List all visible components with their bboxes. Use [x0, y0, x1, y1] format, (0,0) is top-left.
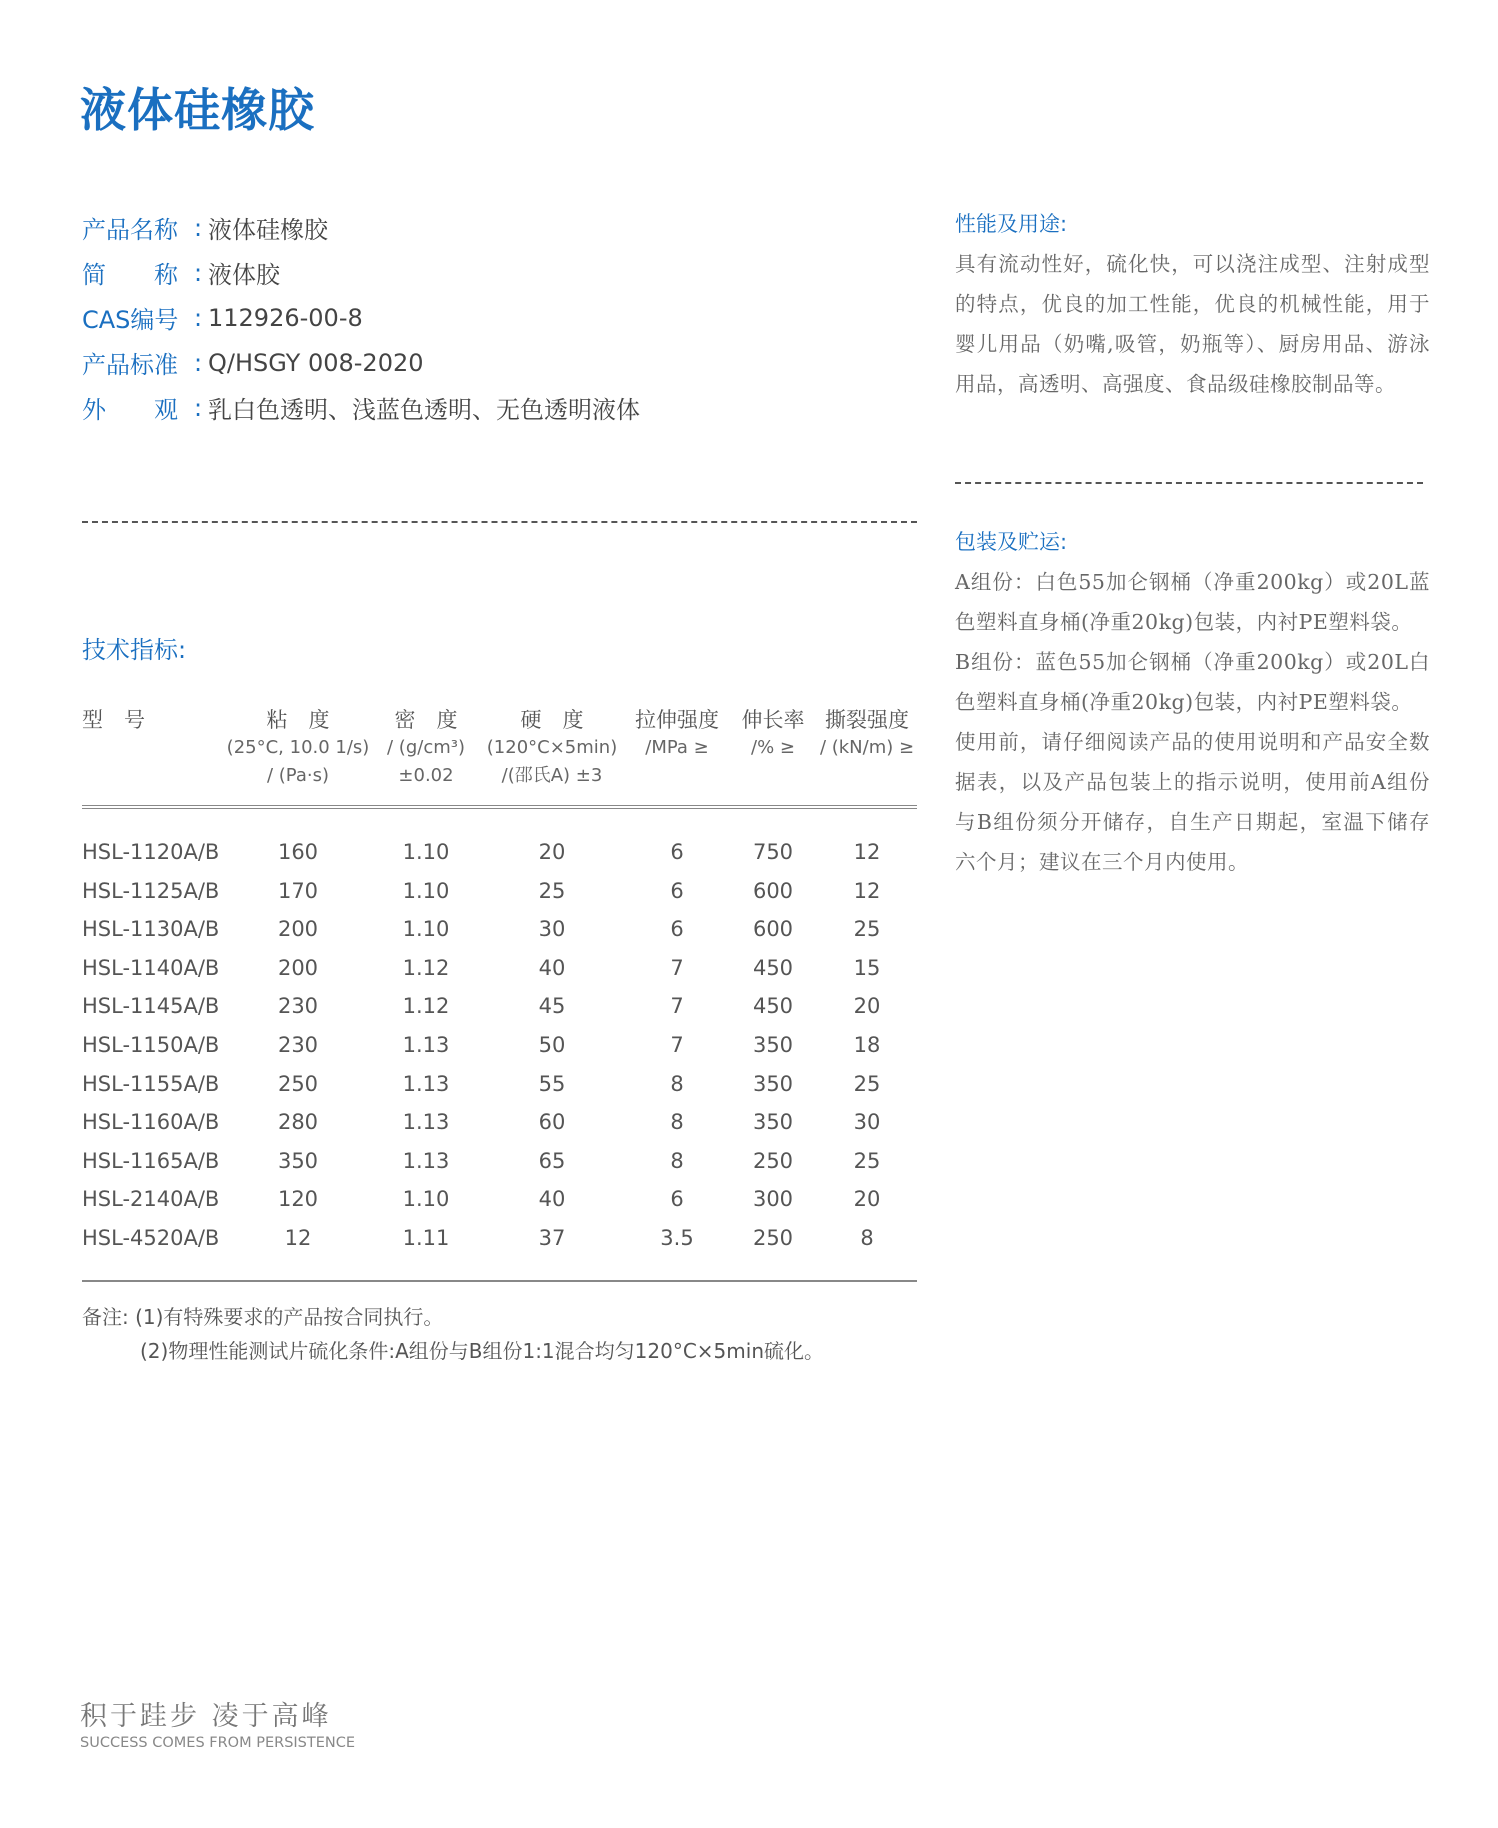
table-row	[82, 912, 917, 951]
cell-density: 1.13	[402, 1032, 450, 1057]
cell-elongation: 600	[752, 917, 794, 942]
col-title: 拉伸强度	[635, 708, 719, 732]
cell-tear: 18	[853, 1032, 881, 1057]
packaging-part-a: A组份：白色55加仑钢桶（净重200kg）或20L蓝色塑料直身桶(净重20kg)包装，内衬PE塑料袋。	[955, 570, 1430, 634]
cell-tear: 12	[853, 878, 881, 903]
cell-hardness: 45	[538, 994, 566, 1019]
info-value: 液体胶	[208, 261, 280, 289]
page-title: 液体硅橡胶	[80, 83, 315, 137]
col-header-model	[82, 706, 145, 734]
cell-density: 1.13	[402, 1148, 450, 1173]
col-sub: ±0.02	[398, 765, 454, 786]
table-row	[82, 951, 917, 990]
note-2: (2)物理性能测试片硫化条件:A组份与B组份1:1混合均匀120°C×5min硫化。	[140, 1339, 824, 1363]
cell-viscosity: 12	[284, 1225, 312, 1250]
table-header	[82, 700, 917, 804]
col-header-hardness	[487, 706, 617, 790]
info-label: 简 称	[82, 261, 178, 289]
cell-tensile: 7	[670, 994, 684, 1019]
cell-elongation: 350	[752, 1110, 794, 1135]
cell-tear: 30	[853, 1110, 881, 1135]
cell-model: HSL-1145A/B	[82, 994, 220, 1019]
dashed-divider-right	[955, 482, 1423, 484]
slogan-en: SUCCESS COMES FROM PERSISTENCE	[80, 1735, 356, 1751]
col-title: 密 度	[394, 708, 458, 732]
header-double-rule	[82, 805, 917, 809]
packaging-title: 包装及贮运:	[955, 530, 1068, 554]
cell-tensile: 8	[670, 1071, 684, 1096]
cell-density: 1.10	[402, 917, 450, 942]
cell-hardness: 30	[538, 917, 566, 942]
cell-viscosity: 200	[277, 917, 319, 942]
cell-hardness: 20	[538, 840, 566, 864]
cell-tear: 25	[853, 1071, 881, 1096]
col-title: 粘 度	[266, 708, 330, 732]
cell-hardness: 25	[538, 878, 566, 903]
cell-hardness: 50	[538, 1032, 566, 1057]
table-row	[82, 1028, 917, 1067]
cell-density: 1.13	[402, 1110, 450, 1135]
tech-section-title: 技术指标:	[82, 636, 187, 664]
cell-model: HSL-1160A/B	[82, 1110, 220, 1135]
cell-tensile: 6	[670, 917, 684, 942]
cell-hardness: 40	[538, 1187, 566, 1212]
cell-model: HSL-4520A/B	[82, 1225, 220, 1250]
info-row-short-name	[82, 250, 640, 295]
table-body	[82, 835, 917, 1260]
table-row	[82, 989, 917, 1028]
cell-model: HSL-1165A/B	[82, 1148, 220, 1173]
col-title: 撕裂强度	[825, 708, 909, 732]
cell-density: 1.12	[402, 955, 450, 980]
cell-density: 1.13	[402, 1071, 450, 1096]
cell-hardness: 37	[538, 1225, 566, 1250]
cell-tensile: 6	[670, 878, 684, 903]
info-colon: :	[194, 393, 203, 422]
info-value: 乳白色透明、浅蓝色透明、无色透明液体	[208, 396, 640, 424]
cell-model: HSL-1130A/B	[82, 917, 220, 942]
slogan-cn: 积于跬步 凌于高峰	[80, 1701, 332, 1732]
cell-density: 1.10	[402, 878, 450, 903]
cell-elongation: 300	[752, 1187, 794, 1212]
table-row	[82, 1067, 917, 1106]
info-row-cas	[82, 295, 640, 340]
packaging-part-b: B组份：蓝色55加仑钢桶（净重200kg）或20L白色塑料直身桶(净重20kg)包装，内衬PE塑料袋。	[955, 650, 1430, 714]
cell-elongation: 450	[752, 955, 794, 980]
cell-tensile: 8	[670, 1110, 684, 1135]
cell-density: 1.12	[402, 994, 450, 1019]
info-row-standard	[82, 340, 640, 385]
table-bottom-rule	[82, 1280, 917, 1282]
info-row-name	[82, 205, 640, 250]
col-sub: (25°C, 10.0 1/s)	[226, 737, 370, 758]
cell-hardness: 55	[538, 1071, 566, 1096]
cell-viscosity: 200	[277, 955, 319, 980]
cell-viscosity: 120	[277, 1187, 319, 1212]
cell-density: 1.11	[402, 1225, 450, 1250]
cell-tensile: 3.5	[660, 1225, 694, 1250]
table-row	[82, 874, 917, 913]
cell-viscosity: 170	[277, 878, 319, 903]
table-row	[82, 1144, 917, 1183]
cell-tear: 8	[860, 1225, 874, 1250]
table-row	[82, 1221, 917, 1260]
cell-tensile: 8	[670, 1148, 684, 1173]
storage-instructions: 使用前，请仔细阅读产品的使用说明和产品安全数据表，以及产品包装上的指示说明，使用前A组份与B组份须分开储存，自生产日期起，室温下储存六个月；建议在三个月内使用。	[955, 730, 1430, 874]
col-header-density	[387, 706, 465, 790]
table-row	[82, 1182, 917, 1221]
info-colon: :	[194, 213, 203, 242]
info-label: 产品标准	[82, 351, 178, 379]
cell-elongation: 350	[752, 1032, 794, 1057]
cell-hardness: 65	[538, 1148, 566, 1173]
cell-tear: 15	[853, 955, 881, 980]
cell-elongation: 250	[752, 1148, 794, 1173]
spec-table	[82, 700, 917, 1250]
cell-viscosity: 160	[277, 840, 319, 864]
performance-text: 具有流动性好，硫化快，可以浇注成型、注射成型的特点，优良的加工性能，优良的机械性能，用于婴儿用品（奶嘴,吸管，奶瓶等）、厨房用品、游泳用品，高透明、高强度、食品级硅橡胶制品等。	[955, 252, 1430, 396]
cell-density: 1.10	[402, 840, 450, 864]
cell-tensile: 6	[670, 1187, 684, 1212]
cell-tensile: 6	[670, 840, 684, 864]
cell-elongation: 450	[752, 994, 794, 1019]
col-header-viscosity	[227, 706, 370, 790]
col-header-tear	[820, 706, 914, 762]
footer-slogan	[80, 1700, 355, 1752]
dashed-divider	[82, 521, 917, 523]
cell-viscosity: 230	[277, 1032, 319, 1057]
cell-model: HSL-1150A/B	[82, 1032, 220, 1057]
col-sub: / (kN/m) ≥	[819, 737, 915, 758]
cell-tear: 25	[853, 1148, 881, 1173]
info-colon: :	[194, 348, 203, 377]
table-row	[82, 835, 917, 874]
cell-viscosity: 230	[277, 994, 319, 1019]
cell-model: HSL-1125A/B	[82, 878, 220, 903]
cell-elongation: 600	[752, 878, 794, 903]
packaging-body	[955, 562, 1430, 882]
col-sub: (120°C×5min)	[486, 737, 618, 758]
col-sub: / (Pa·s)	[266, 765, 329, 786]
cell-density: 1.10	[402, 1187, 450, 1212]
info-label: CAS编号	[82, 306, 179, 334]
cell-viscosity: 350	[277, 1148, 319, 1173]
info-value: Q/HSGY 008-2020	[208, 348, 424, 377]
info-value: 液体硅橡胶	[208, 216, 328, 244]
col-title: 硬 度	[520, 708, 584, 732]
cell-model: HSL-1155A/B	[82, 1071, 220, 1096]
info-colon: :	[194, 303, 203, 332]
cell-elongation: 350	[752, 1071, 794, 1096]
cell-tear: 20	[853, 994, 881, 1019]
cell-hardness: 60	[538, 1110, 566, 1135]
col-sub: /MPa ≥	[645, 737, 709, 758]
cell-elongation: 250	[752, 1225, 794, 1250]
info-label: 外 观	[82, 396, 178, 424]
col-sub: /% ≥	[751, 737, 795, 758]
notes	[82, 1300, 824, 1368]
cell-hardness: 40	[538, 955, 566, 980]
info-row-appearance	[82, 385, 640, 430]
col-header-tensile	[635, 706, 719, 762]
col-title: 伸长率	[741, 708, 805, 732]
cell-model: HSL-1140A/B	[82, 955, 220, 980]
cell-tear: 20	[853, 1187, 881, 1212]
note-1: 备注: (1)有特殊要求的产品按合同执行。	[82, 1305, 444, 1329]
cell-tear: 12	[853, 840, 881, 864]
info-label: 产品名称	[82, 216, 178, 244]
cell-elongation: 750	[752, 840, 794, 864]
col-sub: /(邵氏A) ±3	[501, 765, 603, 786]
col-sub: / (g/cm³)	[387, 737, 465, 758]
col-header-elongation	[742, 706, 805, 762]
cell-tensile: 7	[670, 1032, 684, 1057]
performance-title: 性能及用途:	[955, 212, 1068, 236]
info-value: 112926-00-8	[208, 303, 363, 332]
cell-viscosity: 280	[277, 1110, 319, 1135]
cell-viscosity: 250	[277, 1071, 319, 1096]
table-row	[82, 1105, 917, 1144]
info-colon: :	[194, 258, 203, 287]
cell-tear: 25	[853, 917, 881, 942]
cell-model: HSL-1120A/B	[82, 840, 220, 864]
cell-tensile: 7	[670, 955, 684, 980]
col-title: 型 号	[82, 708, 145, 732]
product-info	[82, 205, 640, 430]
cell-model: HSL-2140A/B	[82, 1187, 220, 1212]
